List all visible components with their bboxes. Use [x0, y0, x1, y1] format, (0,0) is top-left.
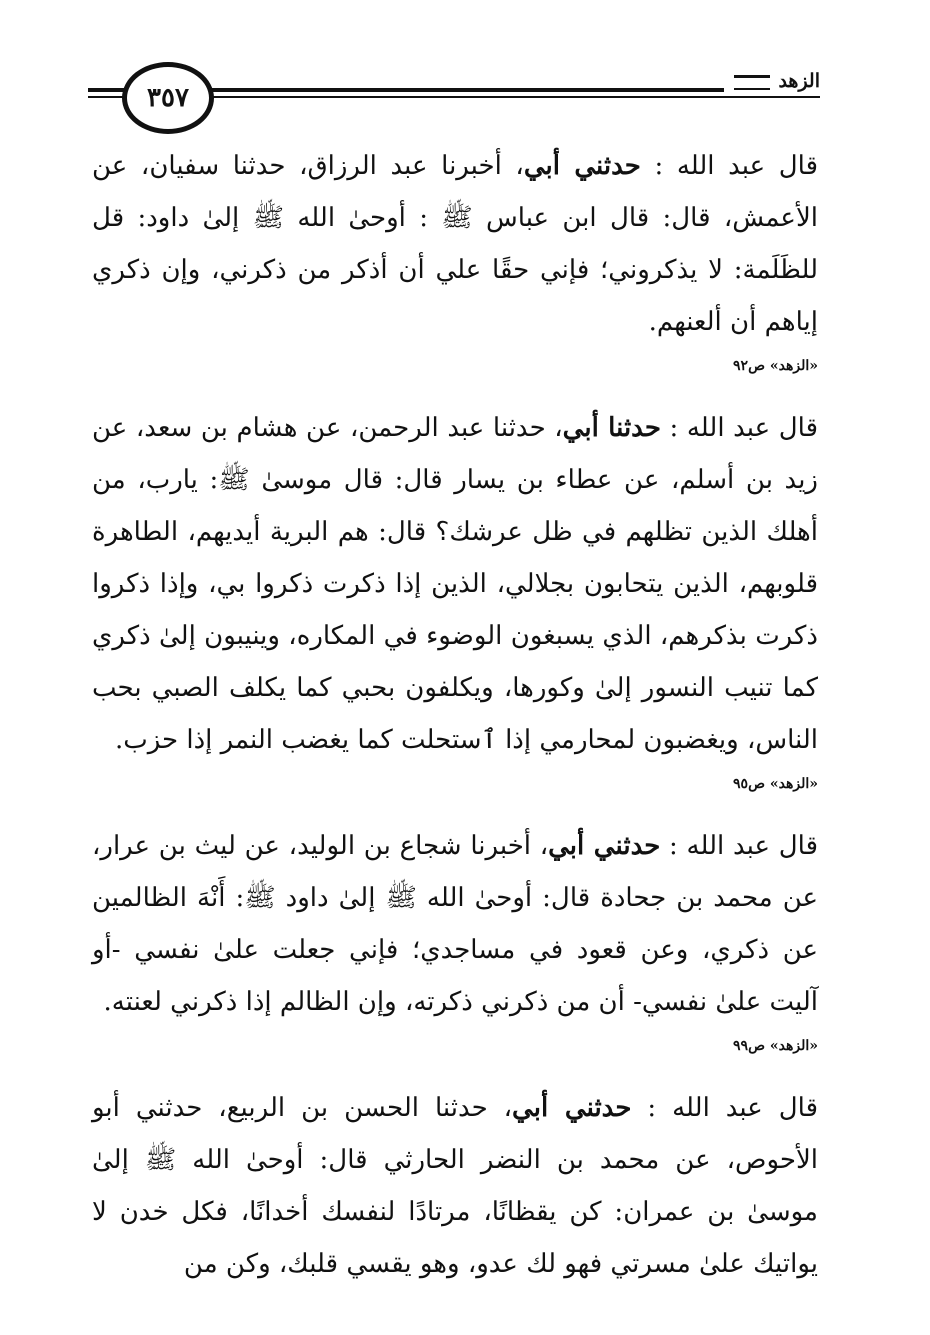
book-title: الزهد [724, 70, 820, 92]
page-header [88, 48, 820, 138]
entry-source: «الزهد» ص٩٢ [733, 358, 818, 374]
entry [92, 820, 818, 1056]
entry [92, 140, 818, 376]
entry-text: قال عبد الله : حدثني أبي، أخبرنا عبد الرزاق، حدثنا سفيان، عن الأعمش، قال: قال ابن عباس ﷺ : أوحىٰ الله ﷺ إلىٰ داود: قل للظَلَمة: لا يذكروني؛ فإني حقًا علي أن أذكر من ذكرني، وإن ذكري إياهم أن ألعنهم. [92, 151, 819, 337]
entry-text: قال عبد الله : حدثنا أبي، حدثنا عبد الرحمن، عن هشام بن سعد، عن زيد بن أسلم، عن عطاء بن يسار قال: قال موسىٰ ﷺ: يارب، من أهلك الذين تظلهم في ظل عرشك؟ قال: هم البرية أيديهم، الطاهرة قلوبهم، الذين يتحابون بجلالي، الذين إذا ذكرت ذكروا بي، وإذا ذكروا ذكرت بذكرهم، الذي يسبغون الوضوء في المكاره، وينيبون إلىٰ ذكري كما تنيب النسور إلىٰ وكورها، ويكلفون بحبي كما يكلف الصبي بحب الناس، ويغضبون لمحارمي إذا ٱستحلت كما يغضب النمر إذا حزب. [92, 413, 819, 755]
entry [92, 1082, 818, 1290]
entry-text: قال عبد الله : حدثني أبي، أخبرنا شجاع بن الوليد، عن ليث بن عرار، عن محمد بن جحادة قال: أوحىٰ الله ﷺ إلىٰ داود ﷺ: أَنْهَ الظالمين عن ذكري، وعن قعود في مساجدي؛ فإني جعلت علىٰ نفسي -أو آليت علىٰ نفسي- أن من ذكرني ذكرته، وإن الظالم إذا ذكرني لعنته. [92, 831, 819, 1017]
entry-source: «الزهد» ص٩٩ [733, 1038, 818, 1054]
entry-text: قال عبد الله : حدثني أبي، حدثنا الحسن بن الربيع، حدثني أبو الأحوص، عن محمد بن النضر الحارثي قال: أوحىٰ الله ﷺ إلىٰ موسىٰ بن عمران: كن يقظانًا، مرتادًا لنفسك أخدانًا، فكل خدن لا يواتيك علىٰ مسرتي فهو لك عدو، وهو يقسي قلبك، وكن من [92, 1093, 818, 1279]
entry-source: «الزهد» ص٩٥ [733, 776, 818, 792]
page-body [92, 140, 818, 1290]
title-bars-ornament [734, 75, 770, 90]
page-number: ٣٥٧ [122, 62, 214, 134]
entry [92, 402, 818, 794]
